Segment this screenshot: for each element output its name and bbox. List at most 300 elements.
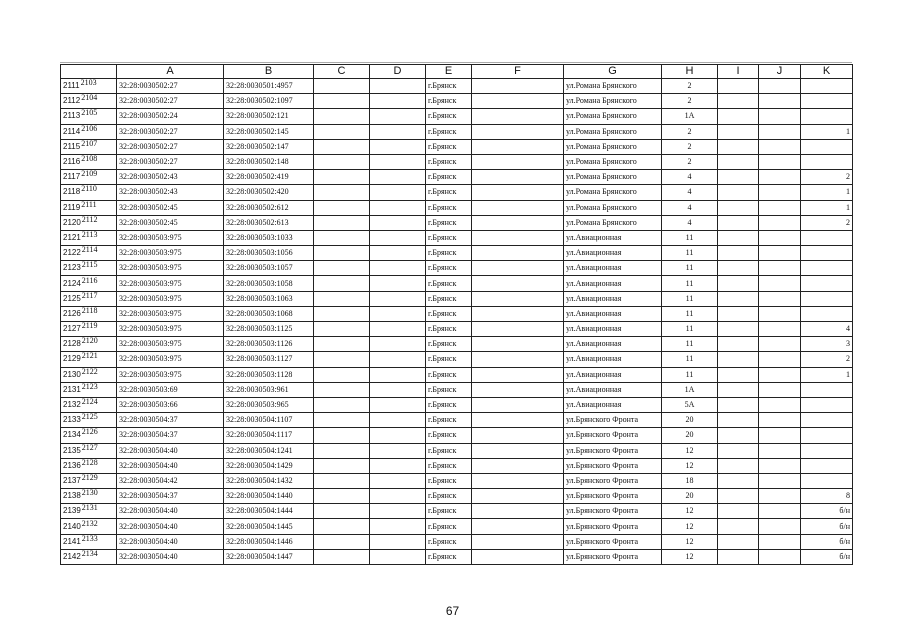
empty-cell-k (759, 519, 801, 534)
empty-cell-g (472, 322, 564, 337)
row-number-cell (61, 534, 117, 549)
street-cell: ул.Романа Брянского (564, 154, 662, 169)
empty-cell-k (759, 170, 801, 185)
house-number-cell: 11 (662, 276, 718, 291)
row-number: 2115 (63, 141, 81, 151)
row-number: 2112 (63, 96, 81, 106)
empty-cell-d (314, 276, 370, 291)
apartment-cell: б/н (801, 549, 853, 564)
table-row (61, 428, 853, 443)
cadastral-number-cell: 32:28:0030504:1432 (224, 473, 314, 488)
empty-cell-k (759, 246, 801, 261)
empty-cell-j (718, 291, 759, 306)
empty-cell-g (472, 473, 564, 488)
city-cell: г.Брянск (426, 79, 472, 94)
parcel-number-cell: 32:28:0030504:40 (117, 504, 224, 519)
empty-cell-k (759, 382, 801, 397)
apartment-cell: 1 (801, 367, 853, 382)
house-number-cell: 11 (662, 246, 718, 261)
apartment-cell (801, 291, 853, 306)
street-cell: ул.Брянского Фронта (564, 489, 662, 504)
empty-cell-g (472, 504, 564, 519)
empty-cell-k (759, 215, 801, 230)
city-cell: г.Брянск (426, 306, 472, 321)
empty-cell-g (472, 154, 564, 169)
item-number: 2131 (81, 503, 98, 513)
street-cell: ул.Брянского Фронта (564, 519, 662, 534)
table-row (61, 139, 853, 154)
row-number-cell (61, 549, 117, 564)
parcel-number-cell: 32:28:0030504:40 (117, 534, 224, 549)
parcel-number-cell: 32:28:0030502:27 (117, 124, 224, 139)
house-number-cell: 2 (662, 79, 718, 94)
cadastral-number-cell: 32:28:0030504:1429 (224, 458, 314, 473)
empty-cell-j (718, 504, 759, 519)
house-number-cell: 12 (662, 458, 718, 473)
parcel-number-cell: 32:28:0030503:975 (117, 261, 224, 276)
column-header: G (564, 65, 662, 79)
city-cell: г.Брянск (426, 291, 472, 306)
empty-cell-d (314, 489, 370, 504)
empty-cell-e (370, 352, 426, 367)
item-number: 2110 (81, 184, 97, 194)
parcel-number-cell: 32:28:0030502:45 (117, 200, 224, 215)
house-number-cell: 11 (662, 230, 718, 245)
empty-cell-e (370, 291, 426, 306)
cadastral-number-cell: 32:28:0030503:1063 (224, 291, 314, 306)
empty-cell-g (472, 139, 564, 154)
city-cell: г.Брянск (426, 534, 472, 549)
city-cell: г.Брянск (426, 230, 472, 245)
table-row (61, 109, 853, 124)
empty-cell-g (472, 367, 564, 382)
row-number-cell (61, 458, 117, 473)
city-cell: г.Брянск (426, 94, 472, 109)
apartment-cell: 2 (801, 352, 853, 367)
house-number-cell: 12 (662, 519, 718, 534)
parcel-number-cell: 32:28:0030504:37 (117, 489, 224, 504)
column-header-row (61, 65, 853, 79)
table-row (61, 322, 853, 337)
item-number: 2119 (81, 321, 98, 331)
street-cell: ул.Брянского Фронта (564, 473, 662, 488)
empty-cell-e (370, 170, 426, 185)
house-number-cell: 4 (662, 215, 718, 230)
row-number-cell (61, 139, 117, 154)
row-number-cell (61, 215, 117, 230)
row-number-cell (61, 397, 117, 412)
item-number: 2123 (81, 382, 98, 391)
row-number: 2142 (63, 551, 81, 561)
empty-cell-g (472, 519, 564, 534)
row-number: 2118 (63, 187, 81, 197)
city-cell: г.Брянск (426, 185, 472, 200)
empty-cell-k (759, 504, 801, 519)
city-cell: г.Брянск (426, 367, 472, 382)
column-header: A (117, 65, 224, 79)
row-number-cell (61, 276, 117, 291)
empty-cell-e (370, 519, 426, 534)
item-number: 2114 (81, 245, 98, 255)
empty-cell-e (370, 443, 426, 458)
table-row (61, 367, 853, 382)
city-cell: г.Брянск (426, 261, 472, 276)
empty-cell-k (759, 276, 801, 291)
parcel-number-cell: 32:28:0030503:975 (117, 230, 224, 245)
cadastral-number-cell: 32:28:0030502:612 (224, 200, 314, 215)
empty-cell-j (718, 246, 759, 261)
table-row (61, 443, 853, 458)
street-cell: ул.Романа Брянского (564, 94, 662, 109)
item-number: 2124 (81, 397, 98, 407)
apartment-cell: 3 (801, 337, 853, 352)
empty-cell-e (370, 246, 426, 261)
apartment-cell (801, 306, 853, 321)
empty-cell-e (370, 504, 426, 519)
empty-cell-j (718, 124, 759, 139)
column-header: J (759, 65, 801, 79)
street-cell: ул.Брянского Фронта (564, 443, 662, 458)
parcel-number-cell: 32:28:0030502:24 (117, 109, 224, 124)
item-number: 2121 (81, 351, 98, 361)
cadastral-number-cell: 32:28:0030504:1241 (224, 443, 314, 458)
street-cell: ул.Авиационная (564, 246, 662, 261)
empty-cell-g (472, 94, 564, 109)
empty-cell-e (370, 230, 426, 245)
parcel-number-cell: 32:28:0030503:975 (117, 246, 224, 261)
empty-cell-e (370, 549, 426, 564)
empty-cell-e (370, 534, 426, 549)
item-number: 2112 (81, 215, 98, 224)
apartment-cell: 4 (801, 322, 853, 337)
city-cell: г.Брянск (426, 473, 472, 488)
table-row (61, 246, 853, 261)
row-number-cell (61, 504, 117, 519)
empty-cell-e (370, 185, 426, 200)
house-number-cell: 12 (662, 534, 718, 549)
row-number-cell (61, 170, 117, 185)
row-number-cell (61, 519, 117, 534)
cadastral-number-cell: 32:28:0030502:613 (224, 215, 314, 230)
empty-cell-g (472, 291, 564, 306)
parcel-number-cell: 32:28:0030503:975 (117, 367, 224, 382)
empty-cell-g (472, 170, 564, 185)
column-header: E (426, 65, 472, 79)
cadastral-number-cell: 32:28:0030503:1033 (224, 230, 314, 245)
row-number-cell (61, 382, 117, 397)
empty-cell-e (370, 215, 426, 230)
cadastral-number-cell: 32:28:0030503:1056 (224, 246, 314, 261)
parcel-number-cell: 32:28:0030503:975 (117, 291, 224, 306)
row-number: 2121 (63, 232, 81, 242)
empty-cell-j (718, 367, 759, 382)
house-number-cell: 2 (662, 124, 718, 139)
row-number-cell (61, 79, 117, 94)
table-row (61, 458, 853, 473)
empty-cell-e (370, 413, 426, 428)
column-header: K (801, 65, 853, 79)
apartment-cell: 1 (801, 200, 853, 215)
empty-cell-k (759, 489, 801, 504)
city-cell: г.Брянск (426, 428, 472, 443)
empty-cell-g (472, 124, 564, 139)
empty-cell-g (472, 534, 564, 549)
house-number-cell: 12 (662, 443, 718, 458)
city-cell: г.Брянск (426, 382, 472, 397)
row-number-cell (61, 230, 117, 245)
empty-cell-d (314, 504, 370, 519)
row-number-cell (61, 200, 117, 215)
empty-cell-j (718, 109, 759, 124)
empty-cell-j (718, 261, 759, 276)
empty-cell-g (472, 246, 564, 261)
cadastral-number-cell: 32:28:0030502:420 (224, 185, 314, 200)
house-number-cell: 20 (662, 489, 718, 504)
empty-cell-d (314, 94, 370, 109)
empty-cell-e (370, 367, 426, 382)
empty-cell-e (370, 382, 426, 397)
empty-cell-k (759, 109, 801, 124)
row-number: 2135 (63, 445, 81, 455)
apartment-cell (801, 79, 853, 94)
street-cell: ул.Авиационная (564, 276, 662, 291)
empty-cell-j (718, 428, 759, 443)
column-header: I (718, 65, 759, 79)
item-number: 2117 (81, 291, 98, 300)
city-cell: г.Брянск (426, 200, 472, 215)
street-cell: ул.Романа Брянского (564, 185, 662, 200)
table-row (61, 352, 853, 367)
empty-cell-d (314, 200, 370, 215)
empty-cell-e (370, 458, 426, 473)
empty-cell-e (370, 306, 426, 321)
empty-cell-k (759, 458, 801, 473)
empty-cell-g (472, 428, 564, 443)
table-row (61, 382, 853, 397)
empty-cell-j (718, 215, 759, 230)
item-number: 2108 (81, 154, 98, 164)
row-number: 2128 (63, 339, 81, 349)
row-number-cell (61, 322, 117, 337)
cadastral-number-cell: 32:28:0030504:1117 (224, 428, 314, 443)
apartment-cell (801, 458, 853, 473)
street-cell: ул.Романа Брянского (564, 124, 662, 139)
house-number-cell: 12 (662, 504, 718, 519)
city-cell: г.Брянск (426, 458, 472, 473)
cadastral-number-cell: 32:28:0030502:1097 (224, 94, 314, 109)
empty-cell-d (314, 413, 370, 428)
house-number-cell: 11 (662, 337, 718, 352)
cadastral-number-cell: 32:28:0030502:147 (224, 139, 314, 154)
corner-cell (61, 65, 117, 79)
row-number: 2122 (63, 248, 81, 258)
house-number-cell: 11 (662, 367, 718, 382)
city-cell: г.Брянск (426, 246, 472, 261)
row-number: 2114 (63, 126, 81, 136)
empty-cell-k (759, 306, 801, 321)
row-number-cell (61, 291, 117, 306)
empty-cell-k (759, 322, 801, 337)
row-number-cell (61, 154, 117, 169)
cadastral-number-cell: 32:28:0030503:1058 (224, 276, 314, 291)
empty-cell-e (370, 200, 426, 215)
street-cell: ул.Брянского Фронта (564, 549, 662, 564)
item-number: 2128 (81, 458, 98, 467)
table-body (61, 79, 853, 565)
empty-cell-k (759, 367, 801, 382)
apartment-cell: 2 (801, 215, 853, 230)
apartment-cell: 1 (801, 124, 853, 139)
apartment-cell (801, 428, 853, 443)
empty-cell-d (314, 519, 370, 534)
row-number: 2126 (63, 308, 81, 318)
empty-cell-j (718, 443, 759, 458)
city-cell: г.Брянск (426, 170, 472, 185)
empty-cell-d (314, 215, 370, 230)
street-cell: ул.Романа Брянского (564, 139, 662, 154)
empty-cell-e (370, 489, 426, 504)
empty-cell-d (314, 382, 370, 397)
row-number-cell (61, 337, 117, 352)
table-row (61, 200, 853, 215)
empty-cell-k (759, 139, 801, 154)
table-row (61, 306, 853, 321)
street-cell: ул.Авиационная (564, 261, 662, 276)
apartment-cell (801, 94, 853, 109)
cadastral-number-cell: 32:28:0030502:148 (224, 154, 314, 169)
empty-cell-d (314, 246, 370, 261)
row-number: 2111 (63, 81, 80, 91)
cadastral-number-cell: 32:28:0030504:1107 (224, 413, 314, 428)
empty-cell-g (472, 352, 564, 367)
apartment-cell: б/н (801, 519, 853, 534)
street-cell: ул.Брянского Фронта (564, 504, 662, 519)
row-number-cell (61, 94, 117, 109)
parcel-number-cell: 32:28:0030503:69 (117, 382, 224, 397)
city-cell: г.Брянск (426, 322, 472, 337)
table-row (61, 504, 853, 519)
empty-cell-e (370, 428, 426, 443)
row-number: 2131 (63, 384, 81, 394)
street-cell: ул.Брянского Фронта (564, 534, 662, 549)
item-number: 2132 (81, 518, 98, 528)
row-number-cell (61, 489, 117, 504)
empty-cell-e (370, 322, 426, 337)
row-number: 2140 (63, 521, 81, 531)
house-number-cell: 2 (662, 94, 718, 109)
row-number-cell (61, 306, 117, 321)
table-row (61, 489, 853, 504)
house-number-cell: 2 (662, 154, 718, 169)
item-number: 2106 (81, 124, 98, 133)
empty-cell-j (718, 170, 759, 185)
street-cell: ул.Авиационная (564, 322, 662, 337)
city-cell: г.Брянск (426, 139, 472, 154)
empty-cell-g (472, 109, 564, 124)
item-number: 2115 (81, 260, 98, 270)
table-row (61, 154, 853, 169)
item-number: 2130 (81, 488, 98, 498)
row-number-cell (61, 352, 117, 367)
item-number: 2118 (81, 306, 98, 315)
table-row (61, 79, 853, 94)
empty-cell-k (759, 443, 801, 458)
empty-cell-j (718, 79, 759, 94)
empty-cell-k (759, 94, 801, 109)
house-number-cell: 20 (662, 413, 718, 428)
parcel-number-cell: 32:28:0030503:975 (117, 337, 224, 352)
house-number-cell: 5А (662, 397, 718, 412)
empty-cell-j (718, 549, 759, 564)
parcel-number-cell: 32:28:0030504:40 (117, 519, 224, 534)
empty-cell-k (759, 549, 801, 564)
column-header: H (662, 65, 718, 79)
empty-cell-d (314, 443, 370, 458)
house-number-cell: 11 (662, 306, 718, 321)
empty-cell-j (718, 322, 759, 337)
empty-cell-e (370, 397, 426, 412)
empty-cell-d (314, 79, 370, 94)
street-cell: ул.Авиационная (564, 397, 662, 412)
city-cell: г.Брянск (426, 352, 472, 367)
street-cell: ул.Романа Брянского (564, 79, 662, 94)
empty-cell-j (718, 458, 759, 473)
city-cell: г.Брянск (426, 276, 472, 291)
empty-cell-d (314, 367, 370, 382)
row-number-cell (61, 246, 117, 261)
city-cell: г.Брянск (426, 109, 472, 124)
item-number: 2120 (81, 336, 98, 346)
empty-cell-e (370, 79, 426, 94)
top-rule (60, 62, 852, 63)
empty-cell-j (718, 534, 759, 549)
row-number: 2134 (63, 430, 81, 440)
empty-cell-d (314, 534, 370, 549)
parcel-number-cell: 32:28:0030504:40 (117, 549, 224, 564)
page-number: 67 (445, 604, 460, 618)
city-cell: г.Брянск (426, 413, 472, 428)
table-row (61, 261, 853, 276)
cadastral-number-cell: 32:28:0030503:1068 (224, 306, 314, 321)
empty-cell-g (472, 549, 564, 564)
empty-cell-e (370, 124, 426, 139)
cadastral-number-cell: 32:28:0030504:1445 (224, 519, 314, 534)
apartment-cell: б/н (801, 504, 853, 519)
item-number: 2127 (81, 443, 98, 452)
item-number: 2116 (81, 275, 98, 285)
parcel-number-cell: 32:28:0030503:975 (117, 306, 224, 321)
empty-cell-k (759, 473, 801, 488)
empty-cell-d (314, 473, 370, 488)
empty-cell-d (314, 397, 370, 412)
row-number: 2136 (63, 460, 81, 470)
empty-cell-k (759, 230, 801, 245)
apartment-cell (801, 276, 853, 291)
parcel-number-cell: 32:28:0030503:975 (117, 276, 224, 291)
city-cell: г.Брянск (426, 489, 472, 504)
house-number-cell: 4 (662, 200, 718, 215)
empty-cell-j (718, 473, 759, 488)
empty-cell-g (472, 215, 564, 230)
empty-cell-g (472, 261, 564, 276)
empty-cell-g (472, 397, 564, 412)
row-number: 2113 (63, 111, 81, 121)
apartment-cell (801, 382, 853, 397)
apartment-cell: 1 (801, 185, 853, 200)
empty-cell-d (314, 185, 370, 200)
house-number-cell: 20 (662, 428, 718, 443)
cadastral-number-cell: 32:28:0030503:1127 (224, 352, 314, 367)
